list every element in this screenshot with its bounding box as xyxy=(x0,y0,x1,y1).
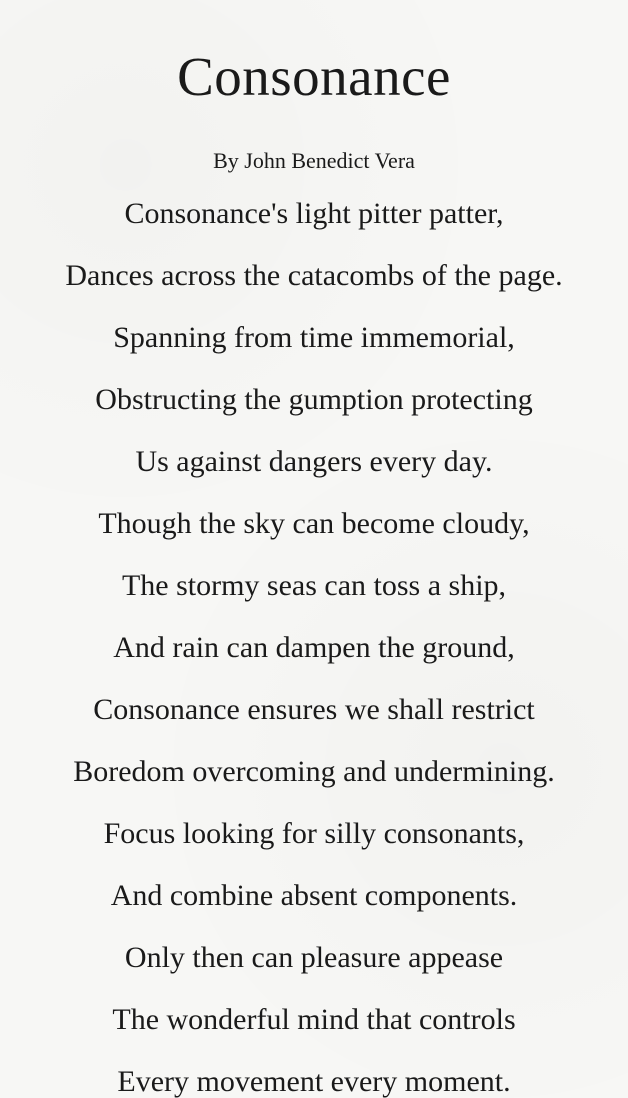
poem-line: Us against dangers every day. xyxy=(135,445,493,478)
author-byline: By John Benedict Vera xyxy=(213,148,415,173)
poem-line: Every movement every moment. xyxy=(117,1065,511,1098)
poem-line: Boredom overcoming and undermining. xyxy=(73,755,555,788)
poem-line: And combine absent components. xyxy=(110,879,518,912)
poem-line: Though the sky can become cloudy, xyxy=(98,507,530,540)
poem-line: Obstructing the gumption protecting xyxy=(95,383,533,416)
poem-line: The wonderful mind that controls xyxy=(112,1003,516,1036)
poem-line: Consonance ensures we shall restrict xyxy=(93,693,535,726)
poem-line: The stormy seas can toss a ship, xyxy=(121,569,507,602)
poem-body xyxy=(0,191,628,1098)
poem-line: Only then can pleasure appease xyxy=(124,941,504,974)
poem-line: Consonance's light pitter patter, xyxy=(124,197,504,230)
poem-line: Focus looking for silly consonants, xyxy=(103,817,525,850)
poem-line: Dances across the catacombs of the page. xyxy=(65,259,563,292)
poem-title: Consonance xyxy=(177,46,451,107)
poem-line: And rain can dampen the ground, xyxy=(113,631,515,664)
poem-line: Spanning from time immemorial, xyxy=(113,321,515,354)
